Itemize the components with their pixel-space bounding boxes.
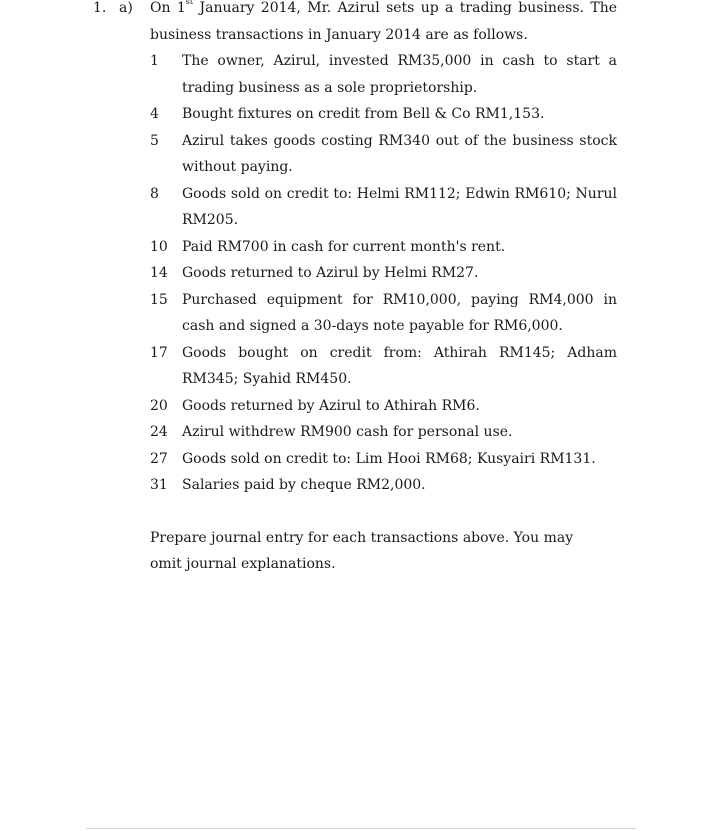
transaction-text: Bought fixtures on credit from Bell & Co RM1,153.	[182, 106, 545, 122]
transaction-day: 1	[150, 53, 159, 69]
transaction-item	[150, 393, 617, 420]
transaction-day: 10	[150, 238, 168, 255]
question-part: a)	[119, 0, 133, 16]
transaction-day: 8	[150, 185, 159, 202]
transaction-text: Goods sold on credit to: Lim Hooi RM68; Kusyairi RM131.	[182, 450, 596, 467]
transaction-text: Paid RM700 in cash for current month's rent.	[182, 238, 506, 255]
transaction-list	[150, 48, 617, 499]
question-content	[150, 0, 617, 578]
transaction-day: 20	[150, 397, 168, 414]
transaction-text: Goods returned to Azirul by Helmi RM27.	[182, 265, 479, 281]
question-intro	[150, 0, 617, 48]
transaction-text: The owner, Azirul, invested RM35,000 in cash to start a trading business as a sole proprietorship.	[182, 53, 617, 96]
transaction-day: 15	[150, 291, 168, 308]
transaction-text: Azirul takes goods costing RM340 out of the business stock without paying.	[182, 132, 617, 175]
transaction-text: Purchased equipment for RM10,000, paying RM4,000 in cash and signed a 30-days note payable for RM6,000.	[182, 291, 617, 334]
question-number: 1.	[93, 0, 107, 16]
intro-superscript: st	[185, 0, 194, 7]
instruction-text: Prepare journal entry for each transactions above. You may omit journal explanations.	[150, 529, 574, 572]
transaction-day: 31	[150, 477, 168, 493]
transaction-item	[150, 128, 617, 181]
transaction-item	[150, 48, 617, 101]
transaction-day: 27	[150, 450, 168, 467]
transaction-item	[150, 446, 617, 473]
transaction-day: 24	[150, 424, 168, 440]
transaction-text: Goods returned by Azirul to Athirah RM6.	[182, 397, 480, 414]
transaction-item	[150, 472, 617, 499]
transaction-item	[150, 181, 617, 234]
footer-divider	[86, 828, 636, 829]
transaction-item	[150, 340, 617, 393]
transaction-item	[150, 234, 617, 261]
transaction-day: 5	[150, 132, 159, 149]
transaction-text: Goods bought on credit from: Athirah RM145; Adham RM345; Syahid RM450.	[182, 344, 617, 387]
transaction-day: 4	[150, 106, 159, 122]
intro-rest: January 2014, Mr. Azirul sets up a trading business. The business transactions in January 2014 are as follows.	[150, 0, 618, 43]
transaction-text: Azirul withdrew RM900 cash for personal use.	[182, 424, 513, 440]
transaction-day: 17	[150, 344, 168, 361]
transaction-text: Salaries paid by cheque RM2,000.	[182, 477, 426, 493]
transaction-item	[150, 260, 617, 287]
transaction-item	[150, 419, 617, 446]
transaction-day: 14	[150, 265, 168, 281]
intro-prefix: On 1	[150, 0, 186, 16]
transaction-item	[150, 287, 617, 340]
transaction-item	[150, 101, 617, 128]
transaction-text: Goods sold on credit to: Helmi RM112; Edwin RM610; Nurul RM205.	[182, 185, 617, 228]
